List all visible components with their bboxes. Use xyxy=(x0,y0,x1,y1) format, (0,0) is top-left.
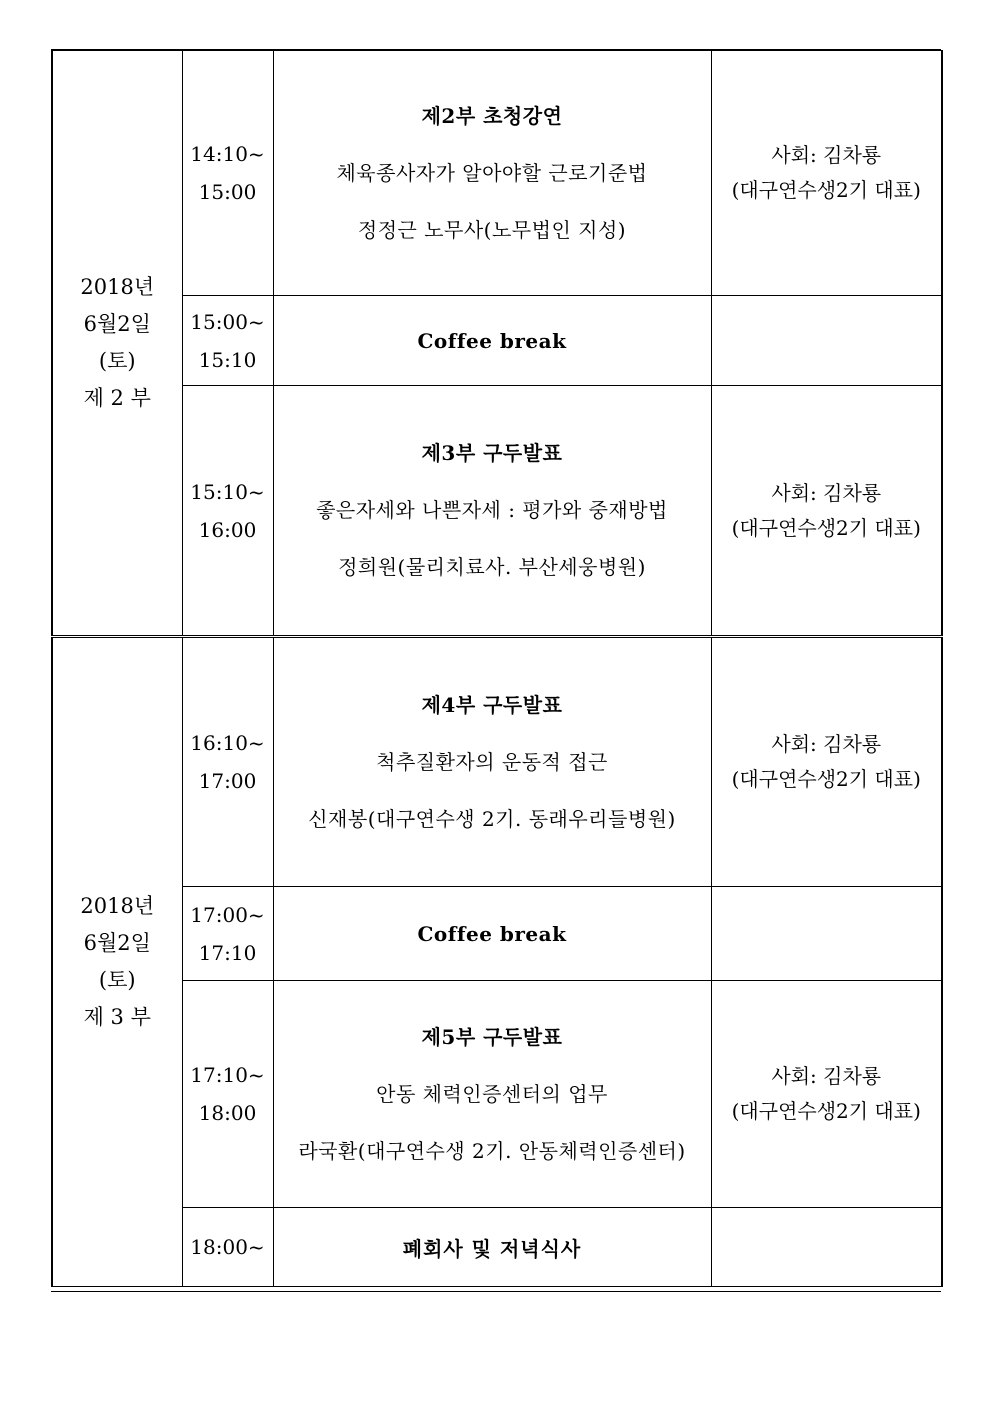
host-note: (대구연수생2기 대표) xyxy=(731,767,921,791)
host-cell xyxy=(711,51,942,296)
host-name: 사회: 김차룡 xyxy=(771,732,882,756)
program-cell xyxy=(273,386,711,637)
table-row xyxy=(52,1208,942,1287)
time-cell xyxy=(182,1208,273,1287)
program-cell xyxy=(273,51,711,296)
time-end: 15:10 xyxy=(198,347,257,372)
time-start: 14:10~ xyxy=(190,142,265,166)
day-year: 2018년 xyxy=(80,275,155,299)
session-title: 제3부 구두발표 xyxy=(421,441,563,465)
table-row xyxy=(52,296,942,386)
time-start: 15:00~ xyxy=(190,309,265,334)
session-title: 제5부 구두발표 xyxy=(421,1024,563,1049)
coffee-break-label: Coffee break xyxy=(417,921,567,946)
time-end: 15:00 xyxy=(198,180,257,204)
time-cell xyxy=(182,637,273,887)
session-topic: 척추질환자의 운동적 접근 xyxy=(376,749,608,774)
coffee-break-label: Coffee break xyxy=(417,328,567,353)
program-cell xyxy=(273,1208,711,1287)
program-cell xyxy=(273,981,711,1208)
session-topic: 좋은자세와 나쁜자세 : 평가와 중재방법 xyxy=(316,498,668,522)
host-note: (대구연수생2기 대표) xyxy=(731,515,921,540)
day-cell-part2 xyxy=(52,51,182,637)
closing-label: 폐회사 및 저녁식사 xyxy=(402,1236,582,1261)
day-month-day: 6월2일 xyxy=(83,931,151,955)
table-row xyxy=(52,637,942,887)
host-name: 사회: 김차룡 xyxy=(771,1064,882,1088)
host-cell xyxy=(711,637,942,887)
time-start: 15:10~ xyxy=(190,479,265,504)
host-name: 사회: 김차룡 xyxy=(771,480,882,505)
time-start: 17:00~ xyxy=(190,902,265,927)
time-end: 17:00 xyxy=(198,769,257,793)
day-part: 제 3 부 xyxy=(83,1005,151,1029)
host-cell-empty xyxy=(711,887,942,981)
bottom-rule xyxy=(51,1291,941,1292)
program-cell xyxy=(273,296,711,386)
session-title: 제4부 구두발표 xyxy=(421,692,563,717)
day-cell-part3 xyxy=(52,637,182,1287)
host-note: (대구연수생2기 대표) xyxy=(731,178,921,202)
day-part: 제 2 부 xyxy=(83,386,151,410)
session-title: 제2부 초청강연 xyxy=(421,103,563,128)
table-row xyxy=(52,51,942,296)
time-end: 16:00 xyxy=(198,517,257,542)
time-cell xyxy=(182,981,273,1208)
time-start: 17:10~ xyxy=(190,1063,265,1087)
host-name: 사회: 김차룡 xyxy=(771,143,882,167)
session-speaker: 정희원(물리치료사. 부산세웅병원) xyxy=(338,555,646,579)
host-note: (대구연수생2기 대표) xyxy=(731,1099,921,1123)
host-cell-empty xyxy=(711,1208,942,1287)
time-end: 17:10 xyxy=(198,940,257,965)
session-speaker: 정정근 노무사(노무법인 지성) xyxy=(357,217,627,242)
session-topic: 체육종사자가 알아야할 근로기준법 xyxy=(336,160,648,185)
host-cell-empty xyxy=(711,296,942,386)
table-row xyxy=(52,887,942,981)
time-cell xyxy=(182,51,273,296)
day-month-day: 6월2일 xyxy=(83,312,151,336)
time-start: 18:00~ xyxy=(190,1235,265,1259)
day-weekday: (토) xyxy=(98,349,136,373)
schedule-sheet xyxy=(51,50,941,1287)
table-row xyxy=(52,386,942,637)
table-row xyxy=(52,981,942,1208)
session-topic: 안동 체력인증센터의 업무 xyxy=(376,1081,608,1106)
time-cell xyxy=(182,887,273,981)
program-cell xyxy=(273,887,711,981)
time-end: 18:00 xyxy=(198,1101,257,1125)
session-speaker: 신재봉(대구연수생 2기. 동래우리들병원) xyxy=(308,806,676,831)
day-weekday: (토) xyxy=(98,968,136,992)
time-cell xyxy=(182,296,273,386)
schedule-table xyxy=(51,50,943,1287)
time-cell xyxy=(182,386,273,637)
time-start: 16:10~ xyxy=(190,731,265,755)
session-speaker: 라국환(대구연수생 2기. 안동체력인증센터) xyxy=(298,1138,686,1163)
program-cell xyxy=(273,637,711,887)
host-cell xyxy=(711,981,942,1208)
host-cell xyxy=(711,386,942,637)
day-year: 2018년 xyxy=(80,894,155,918)
